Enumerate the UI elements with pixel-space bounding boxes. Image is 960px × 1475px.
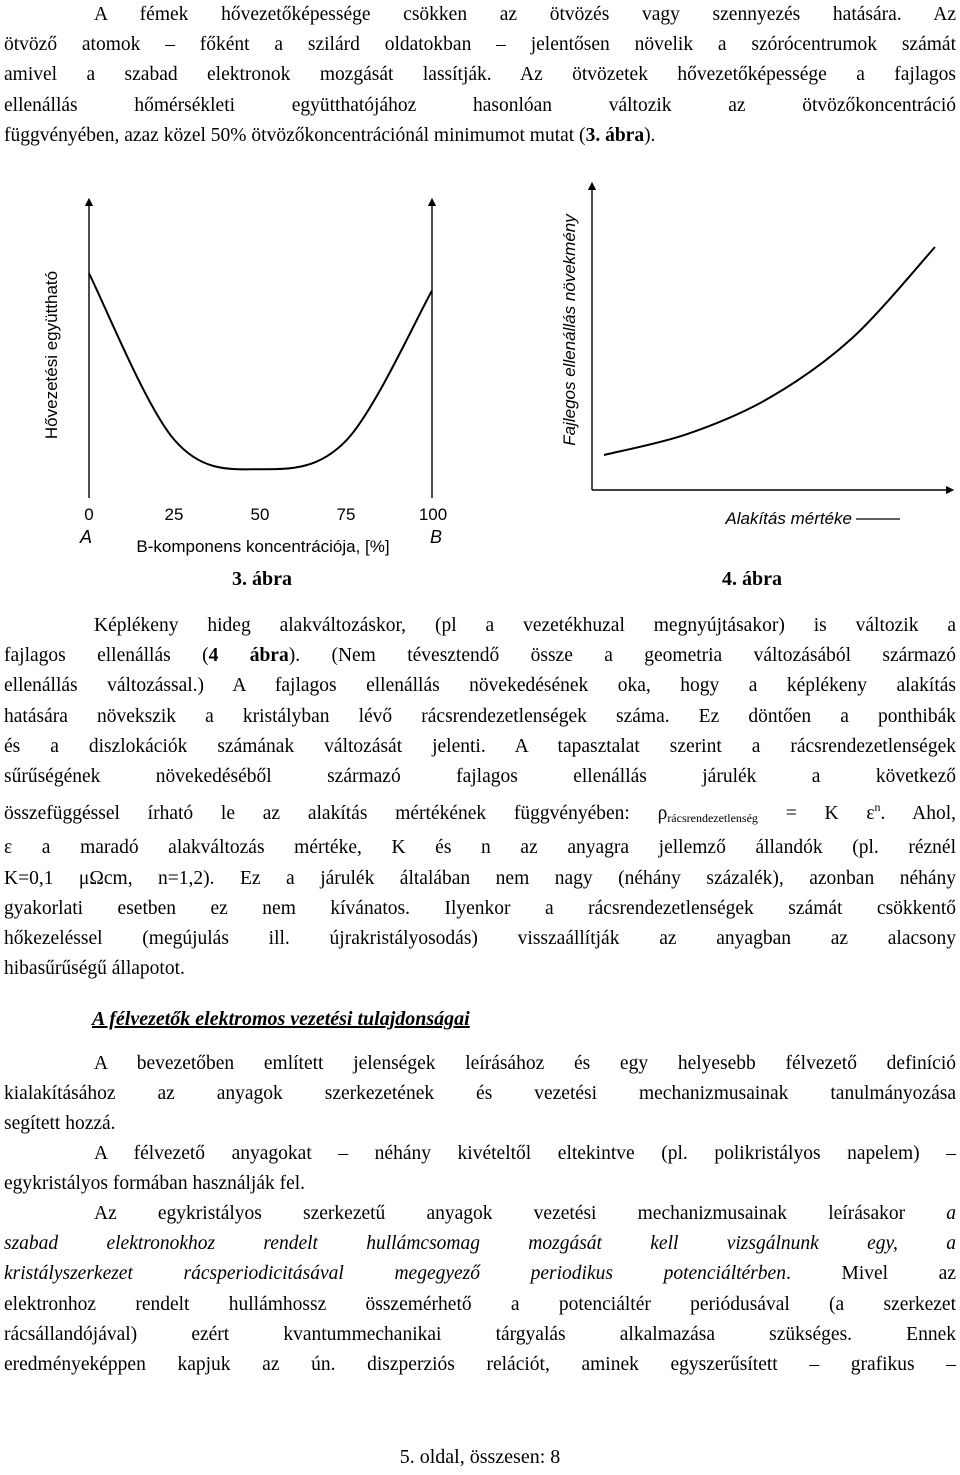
text-fragment: összefüggéssel írható le az alakítás mértékének függvényében: ρ <box>4 803 668 825</box>
component-b-label: B <box>429 527 443 547</box>
text-fragment: függvényében, azaz közel 50% ötvözőkoncentrációnál minimumot mutat ( <box>4 124 586 146</box>
text-fragment: = K ε <box>757 803 875 825</box>
italic-fragment: kristályszerkezet rácsperiodicitásával megegyező periodikus potenciáltérben <box>4 1263 786 1285</box>
paragraph-single-crystal <box>4 1139 956 1199</box>
text-line: elektronhoz rendelt hullámhossz összemérhető a potenciáltér periódusával (a szerkezet <box>4 1293 956 1315</box>
text-line: hibasűrűségű állapotot. <box>4 958 185 980</box>
text-line: gyakorlati esetben ez nem kívánatos. Ilyenkor a rácsrendezetlenségek számát csökkentő <box>4 897 956 919</box>
y-axis-label: Fajlegos ellenállás növekmény <box>560 214 579 446</box>
text-fragment: . Mivel az <box>785 1263 956 1285</box>
text-line: rácsállandójával) ezért kvantummechanikai tárgyalás alkalmazása szükséges. Ennek <box>4 1323 956 1345</box>
text-line: Képlékeny hideg alakváltozáskor, (pl a vezetékhuzal megnyújtásakor) is változik a <box>94 615 956 636</box>
superscript: n <box>874 800 881 815</box>
text-line <box>4 641 956 671</box>
text-line: ellenállás változással.) A fajlagos ellenállás növekedésének oka, hogy a képlékeny alakítás <box>4 675 956 697</box>
figure-4-chart <box>550 180 955 550</box>
text-line: kialakításához az anyagok szerkezetének és vezetési mechanizmusainak tanulmányozása <box>4 1083 956 1105</box>
component-a-label: A <box>79 527 93 547</box>
text-line: A fémek hővezetőképessége csökken az ötvözés vagy szennyezés hatására. Az <box>94 4 956 25</box>
text-line: ötvöző atomok – főként a szilárd oldatokban – jelentősen növelik a szórócentrumok számát <box>4 34 956 56</box>
text-line <box>4 1199 956 1229</box>
text-line: egykristályos formában használják fel. <box>4 1173 306 1195</box>
italic-fragment: szabad elektronokhoz rendelt hullámcsomag mozgását kell vizsgálnunk egy, a <box>4 1233 956 1255</box>
text-line <box>4 792 956 833</box>
tick-label-75: 75 <box>336 505 356 524</box>
tick-label-0: 0 <box>84 505 94 524</box>
page-footer: 5. oldal, összesen: 8 <box>399 1446 561 1468</box>
resistivity-curve <box>604 247 935 455</box>
paragraph-mechanism <box>4 1199 956 1380</box>
text-fragment: Az egykristályos szerkezetű anyagok vezetési mechanizmusainak leírásakor <box>94 1203 947 1224</box>
paragraph-cold-work <box>4 611 956 984</box>
text-line <box>4 1229 956 1259</box>
tick-label-100: 100 <box>418 505 448 524</box>
text-line: ellenállás hőmérsékleti együtthatójához hasonlóan változik az ötvözőkoncentráció <box>4 94 956 116</box>
text-line <box>4 121 956 151</box>
text-line: A félvezető anyagokat – néhány kivételtől eltekintve (pl. polikristályos napelem) – <box>94 1143 956 1164</box>
tick-label-50: 50 <box>250 505 270 524</box>
text-line: hatására növekszik a kristályban lévő rácsrendezetlenségek száma. Ez döntően a ponthibák <box>4 705 956 727</box>
text-line: és a diszlokációk számának változását jelenti. A tapasztalat szerint a rácsrendezetlenségek <box>4 735 956 757</box>
paragraph-semiconductor-intro <box>4 1049 956 1140</box>
x-axis-label: B-komponens koncentrációja, [%] <box>136 537 390 556</box>
text-line: segített hozzá. <box>4 1113 116 1135</box>
figure-ref: 4 ábra <box>208 645 289 667</box>
x-axis-label: Alakítás mértéke <box>725 509 852 528</box>
text-fragment: fajlagos ellenállás ( <box>4 645 209 667</box>
text-fragment: ). (Nem tévesztendő össze a geometria változásából származó <box>288 645 957 667</box>
text-line: A bevezetőben említett jelenségek leírásához és egy helyesebb félvezető definíció <box>94 1053 956 1074</box>
conductivity-curve <box>89 273 432 469</box>
section-heading: A félvezetők elektromos vezetési tulajdonságai <box>92 1008 470 1030</box>
figure-3-chart <box>30 190 470 560</box>
figure-ref: 3. ábra <box>585 124 645 146</box>
text-line: sűrűségének növekedéséből származó fajlagos ellenállás járulék a következő <box>4 766 956 788</box>
text-line: K=0,1 μΩcm, n=1,2). Ez a járulék általában nem nagy (néhány százalék), azonban néhány <box>4 867 956 889</box>
figure-4-caption: 4. ábra <box>722 568 782 590</box>
italic-fragment: a <box>946 1203 956 1224</box>
text-line: hőkezeléssel (megújulás ill. újrakristályosodás) visszaállítják az anyagban az alacsony <box>4 928 956 950</box>
text-fragment: . Ahol, <box>880 803 956 825</box>
subscript: rácsrendezetlenség <box>667 811 758 826</box>
y-axis-label: Hővezetési együttható <box>42 270 61 440</box>
tick-label-25: 25 <box>164 505 184 524</box>
text-line: amivel a szabad elektronok mozgását lassítják. Az ötvözetek hővezetőképessége a fajlagos <box>4 64 956 86</box>
text-line <box>4 1259 956 1289</box>
text-fragment: ). <box>644 124 656 146</box>
paragraph-intro <box>4 0 956 151</box>
figure-3-caption: 3. ábra <box>232 568 292 590</box>
text-line: ε a maradó alakváltozás mértéke, K és n az anyagra jellemző állandók (pl. réznél <box>4 837 956 859</box>
text-line: eredményeképpen kapjuk az ún. diszperziós relációt, aminek egyszerűsített – grafikus – <box>4 1354 956 1376</box>
